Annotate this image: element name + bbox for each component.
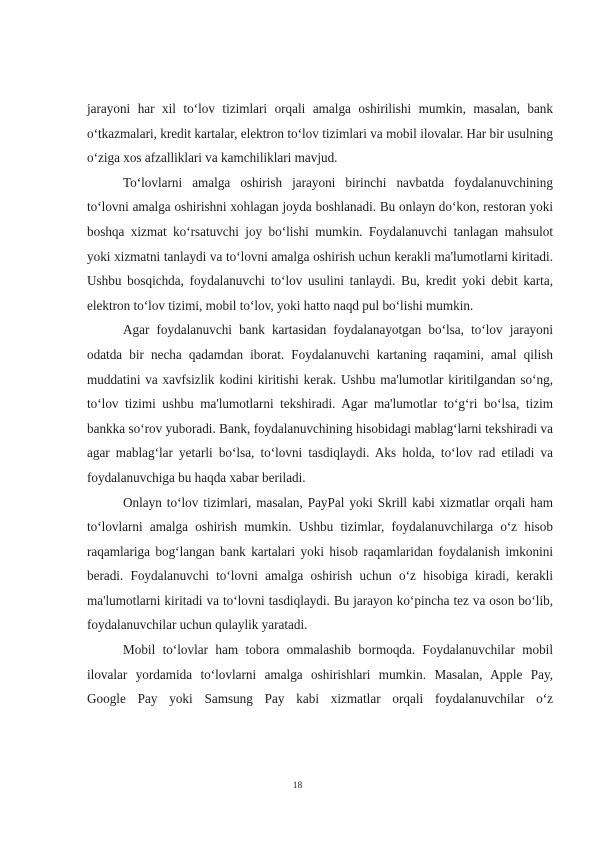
page-body [87, 97, 553, 712]
paragraph-online-systems: Onlayn to‘lov tizimlari, masalan, PayPal yoki Skrill kabi xizmatlar orqali ham to‘lovlarni amalga oshirish mumkin. Ushbu tizimlar, foydalanuvchilarga o‘z hisob raqamlariga bog‘langan bank kartalari yoki hisob raqamlaridan foydalanish imkonini beradi. Foydalanuvchi to‘lovni amalga oshirish uchun o‘z hisobiga kiradi, kerakli ma'lumotlarni kiritadi va to‘lovni tasdiqlaydi. Bu jarayon ko‘pincha tez va oson bo‘lib, foydalanuvchilar uchun qulaylik yaratadi. [87, 494, 553, 633]
paragraph-bank-card: Agar foydalanuvchi bank kartasidan foydalanayotgan bo‘lsa, to‘lov jarayoni odatda bir necha qadamdan iborat. Foydalanuvchi kartaning raqamini, amal qilish muddatini va xavfsizlik kodini kiritishi kerak. Ushbu ma'lumotlar kiritilgandan so‘ng, to‘lov tizimi ushbu ma'lumotlarni tekshiradi. Agar ma'lumotlar to‘g‘ri bo‘lsa, tizim bankka so‘rov yuboradi. Bank, foydalanuvchining hisobidagi mablag‘larni tekshiradi va agar mablag‘lar yetarli bo‘lsa, to‘lovni tasdiqlaydi. Aks holda, to‘lov rad etiladi va foydalanuvchiga bu haqda xabar beriladi. [87, 322, 553, 485]
paragraph-payment-start: To‘lovlarni amalga oshirish jarayoni birinchi navbatda foydalanuvchining to‘lovni amalga oshirishni xohlagan joyda boshlanadi. Bu onlayn do‘kon, restoran yoki boshqa xizmat ko‘rsatuvchi joy bo‘lishi mumkin. Foydalanuvchi tanlagan mahsulot yoki xizmatni tanlaydi va to‘lovni amalga oshirish uchun kerakli ma'lumotlarni kiritadi. Ushbu bosqichda, foydalanuvchi to‘lov usulini tanlaydi. Bu, kredit yoki debit karta, elektron to‘lov tizimi, mobil to‘lov, yoki hatto naqd pul bo‘lishi mumkin. [87, 174, 553, 313]
page-number: 18 [292, 781, 303, 791]
paragraph-mobile-payments: Mobil to‘lovlar ham tobora ommalashib bormoqda. Foydalanuvchilar mobil ilovalar yordamida to‘lovlarni amalga oshirishlari mumkin. Masalan, Apple Pay, Google Pay yoki Samsung Pay kabi xizmatlar orqali foydalanuvchilar o‘z [87, 642, 553, 707]
paragraph-continuation: jarayoni har xil to‘lov tizimlari orqali amalga oshirilishi mumkin, masalan, bank o‘tkazmalari, kredit kartalar, elektron to‘lov tizimlari va mobil ilovalar. Har bir usulning o‘ziga xos afzalliklari va kamchiliklari mavjud. [87, 101, 553, 166]
